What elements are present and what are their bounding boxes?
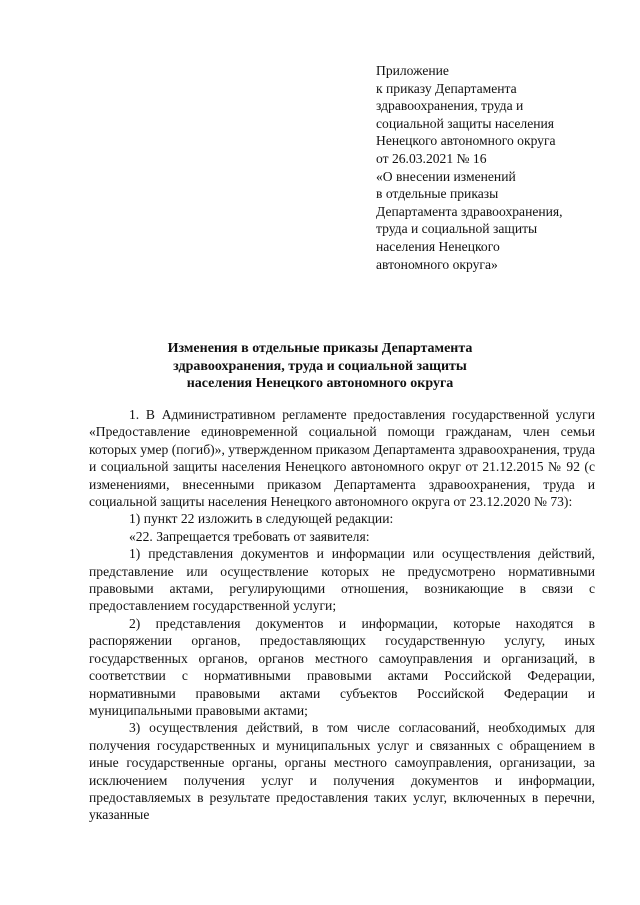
- body-paragraph: 1. В Административном регламенте предоставления государственной услуги «Предоставление единовременной социальной помощи гражданам, член семьи которых умер (погиб)», утвержденном приказом Департамента здравоохранения, труда и социальной защиты населения Ненецкого автономного округ от 21.12.2015 № 92 (с изменениями, внесенными приказом Департамента здравоохранения, труда и социальной защиты населения Ненецкого автономного округа от 23.12.2020 № 73):: [89, 407, 595, 510]
- body-paragraph: 2) представления документов и информации, которые находятся в распоряжении органов, предоставляющих государственную услугу, иных государственных органов, органов местного самоуправления и организаций, в соответствии с нормативными правовыми актами Российской Федерации, нормативными правовыми актами субъектов Российской Федерации и муниципальными правовыми актами;: [89, 615, 595, 718]
- document-title: [100, 340, 540, 393]
- body-paragraph: 3) осуществления действий, в том числе согласований, необходимых для получения государственных и муниципальных услуг и связанных с обращением в иные государственные органы, органы местного самоуправления, организации, за исключением получения услуг и получения документов и информации, предоставляемых в результате предоставления таких услуг, включенных в перечни, указанные: [89, 720, 595, 823]
- appendix-line: Приложение: [376, 63, 449, 78]
- body-paragraph: 1) представления документов и информации или осуществления действий, представление или осуществление которых не предусмотрено нормативными правовыми актами, регулирующими отношения, возникающие в связи с предоставлением государственной услуги;: [89, 546, 595, 614]
- appendix-line: к приказу Департамента: [376, 80, 517, 96]
- appendix-line: от 26.03.2021 № 16: [376, 150, 487, 166]
- appendix-line: Департамента здравоохранения,: [376, 203, 563, 219]
- appendix-line: здравоохранения, труда и: [376, 98, 524, 114]
- appendix-line: «О внесении изменений: [376, 168, 516, 184]
- appendix-line: Ненецкого автономного округа: [376, 133, 556, 149]
- document-body: [89, 406, 595, 824]
- appendix-header: [376, 62, 616, 273]
- appendix-line: социальной защиты населения: [376, 115, 555, 131]
- appendix-line: населения Ненецкого: [376, 238, 500, 254]
- body-paragraph: «22. Запрещается требовать от заявителя:: [129, 528, 370, 544]
- body-paragraph: 1) пункт 22 изложить в следующей редакции:: [129, 511, 394, 527]
- appendix-line: автономного округа»: [376, 256, 498, 272]
- title-line: населения Ненецкого автономного округа: [186, 376, 454, 392]
- appendix-line: труда и социальной защиты: [376, 221, 538, 237]
- title-line: здравоохранения, труда и социальной защиты: [173, 358, 467, 374]
- title-line: Изменения в отдельные приказы Департамента: [167, 341, 473, 356]
- appendix-line: в отдельные приказы: [376, 186, 499, 202]
